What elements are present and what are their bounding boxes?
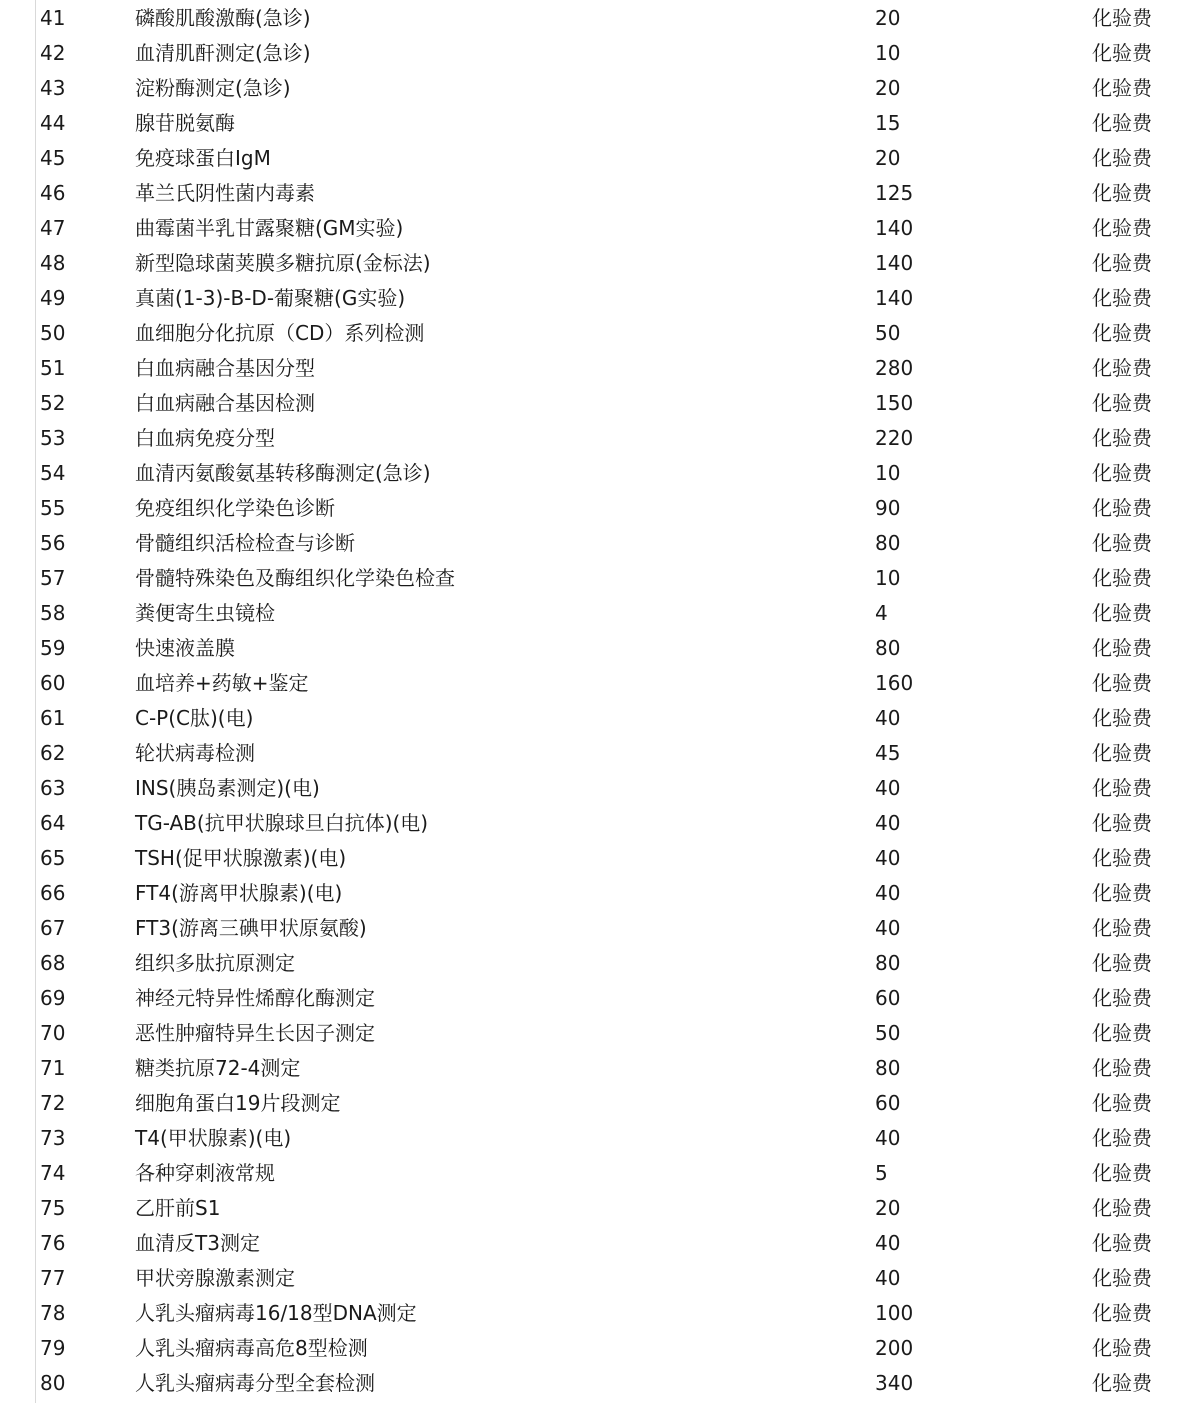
item-price: 40 — [875, 706, 901, 730]
item-category: 化验费 — [1092, 426, 1152, 450]
item-category: 化验费 — [1092, 636, 1152, 660]
item-name: 细胞角蛋白19片段测定 — [135, 1091, 341, 1115]
item-name: T4(甲状腺素)(电) — [135, 1126, 292, 1150]
item-category: 化验费 — [1092, 1231, 1152, 1255]
item-name: FT3(游离三碘甲状原氨酸) — [135, 916, 367, 940]
row-number: 79 — [40, 1336, 66, 1360]
item-price: 80 — [875, 636, 901, 660]
item-name: 人乳头瘤病毒分型全套检测 — [135, 1371, 375, 1395]
item-price: 40 — [875, 776, 901, 800]
row-number: 41 — [40, 6, 66, 30]
item-category: 化验费 — [1092, 216, 1152, 240]
table-row — [0, 1120, 1202, 1155]
table-row — [0, 910, 1202, 945]
item-price: 10 — [875, 41, 901, 65]
row-number: 64 — [40, 811, 66, 835]
item-category: 化验费 — [1092, 321, 1152, 345]
table-row — [0, 980, 1202, 1015]
item-name: 曲霉菌半乳甘露聚糖(GM实验) — [135, 216, 404, 240]
table-row — [0, 770, 1202, 805]
item-name: 淀粉酶测定(急诊) — [135, 76, 291, 100]
row-number: 46 — [40, 181, 66, 205]
item-name: 粪便寄生虫镜检 — [135, 601, 275, 625]
table-row — [0, 210, 1202, 245]
row-number: 77 — [40, 1266, 66, 1290]
table-row — [0, 280, 1202, 315]
row-number: 47 — [40, 216, 66, 240]
row-number: 53 — [40, 426, 66, 450]
item-price: 4 — [875, 601, 888, 625]
item-name: 组织多肽抗原测定 — [135, 951, 295, 975]
item-name: TG-AB(抗甲状腺球旦白抗体)(电) — [135, 811, 429, 835]
item-name: 糖类抗原72-4测定 — [135, 1056, 301, 1080]
table-row — [0, 385, 1202, 420]
row-number: 75 — [40, 1196, 66, 1220]
row-number: 42 — [40, 41, 66, 65]
item-price: 150 — [875, 391, 914, 415]
table-row — [0, 525, 1202, 560]
item-name: 腺苷脱氨酶 — [135, 111, 235, 135]
item-category: 化验费 — [1092, 286, 1152, 310]
item-name: 白血病融合基因检测 — [135, 391, 315, 415]
item-name: 人乳头瘤病毒16/18型DNA测定 — [135, 1301, 417, 1325]
table-row — [0, 1225, 1202, 1260]
item-name: 快速液盖膜 — [135, 636, 235, 660]
row-number: 74 — [40, 1161, 66, 1185]
table-row — [0, 490, 1202, 525]
item-name: 血清丙氨酸氨基转移酶测定(急诊) — [135, 461, 431, 485]
item-price: 280 — [875, 356, 914, 380]
item-category: 化验费 — [1092, 1161, 1152, 1185]
table-row — [0, 945, 1202, 980]
item-price: 50 — [875, 1021, 901, 1045]
table-row — [0, 350, 1202, 385]
item-category: 化验费 — [1092, 1336, 1152, 1360]
item-category: 化验费 — [1092, 531, 1152, 555]
table-row — [0, 245, 1202, 280]
item-price: 80 — [875, 1056, 901, 1080]
item-name: 轮状病毒检测 — [135, 741, 255, 765]
item-price: 100 — [875, 1301, 914, 1325]
item-price: 40 — [875, 1126, 901, 1150]
row-number: 62 — [40, 741, 66, 765]
row-number: 65 — [40, 846, 66, 870]
table-row — [0, 630, 1202, 665]
item-price: 80 — [875, 531, 901, 555]
table-row — [0, 35, 1202, 70]
item-name: 革兰氏阴性菌内毒素 — [135, 181, 315, 205]
row-number: 48 — [40, 251, 66, 275]
item-category: 化验费 — [1092, 391, 1152, 415]
item-category: 化验费 — [1092, 111, 1152, 135]
item-category: 化验费 — [1092, 76, 1152, 100]
row-number: 67 — [40, 916, 66, 940]
row-number: 52 — [40, 391, 66, 415]
item-price: 10 — [875, 461, 901, 485]
item-name: 神经元特异性烯醇化酶测定 — [135, 986, 375, 1010]
item-price: 125 — [875, 181, 914, 205]
item-name: TSH(促甲状腺激素)(电) — [135, 846, 347, 870]
item-name: FT4(游离甲状腺素)(电) — [135, 881, 343, 905]
item-price: 340 — [875, 1371, 914, 1395]
row-number: 59 — [40, 636, 66, 660]
table-row — [0, 1330, 1202, 1365]
row-number: 76 — [40, 1231, 66, 1255]
item-price: 40 — [875, 916, 901, 940]
row-number: 49 — [40, 286, 66, 310]
item-price: 15 — [875, 111, 901, 135]
item-category: 化验费 — [1092, 601, 1152, 625]
item-name: 血细胞分化抗原（CD）系列检测 — [135, 321, 425, 345]
row-number: 58 — [40, 601, 66, 625]
item-category: 化验费 — [1092, 846, 1152, 870]
row-number: 56 — [40, 531, 66, 555]
item-price: 20 — [875, 6, 901, 30]
table-row — [0, 735, 1202, 770]
table-row — [0, 175, 1202, 210]
item-name: 血清肌酐测定(急诊) — [135, 41, 311, 65]
item-price: 140 — [875, 251, 914, 275]
table-row — [0, 1190, 1202, 1225]
item-price: 140 — [875, 216, 914, 240]
item-price: 60 — [875, 1091, 901, 1115]
item-name: 新型隐球菌荚膜多糖抗原(金标法) — [135, 251, 431, 275]
item-name: 骨髓特殊染色及酶组织化学染色检查 — [135, 566, 455, 590]
item-category: 化验费 — [1092, 1091, 1152, 1115]
table-row — [0, 840, 1202, 875]
table-row — [0, 595, 1202, 630]
item-name: 真菌(1-3)-B-D-葡聚糖(G实验) — [135, 286, 406, 310]
row-number: 66 — [40, 881, 66, 905]
item-category: 化验费 — [1092, 566, 1152, 590]
item-name: 骨髓组织活检检查与诊断 — [135, 531, 355, 555]
item-category: 化验费 — [1092, 146, 1152, 170]
item-price: 20 — [875, 76, 901, 100]
item-category: 化验费 — [1092, 41, 1152, 65]
item-name: 白血病免疫分型 — [135, 426, 275, 450]
item-price: 60 — [875, 986, 901, 1010]
item-category: 化验费 — [1092, 986, 1152, 1010]
item-category: 化验费 — [1092, 1056, 1152, 1080]
item-price: 160 — [875, 671, 914, 695]
item-price: 200 — [875, 1336, 914, 1360]
item-category: 化验费 — [1092, 1021, 1152, 1045]
item-price: 90 — [875, 496, 901, 520]
item-price: 140 — [875, 286, 914, 310]
row-number: 55 — [40, 496, 66, 520]
item-price: 40 — [875, 1231, 901, 1255]
table-row — [0, 665, 1202, 700]
row-number: 45 — [40, 146, 66, 170]
item-category: 化验费 — [1092, 251, 1152, 275]
item-name: 血培养+药敏+鉴定 — [135, 671, 309, 695]
item-name: 白血病融合基因分型 — [135, 356, 315, 380]
row-number: 70 — [40, 1021, 66, 1045]
item-price: 40 — [875, 881, 901, 905]
table-row — [0, 1085, 1202, 1120]
item-name: 各种穿刺液常规 — [135, 1161, 275, 1185]
row-number: 43 — [40, 76, 66, 100]
item-price: 10 — [875, 566, 901, 590]
item-price: 5 — [875, 1161, 888, 1185]
table-row — [0, 140, 1202, 175]
item-price: 40 — [875, 846, 901, 870]
row-number: 50 — [40, 321, 66, 345]
item-category: 化验费 — [1092, 916, 1152, 940]
item-category: 化验费 — [1092, 1371, 1152, 1395]
item-price: 40 — [875, 811, 901, 835]
table-row — [0, 420, 1202, 455]
item-category: 化验费 — [1092, 1126, 1152, 1150]
item-price: 20 — [875, 1196, 901, 1220]
table-row — [0, 1155, 1202, 1190]
item-category: 化验费 — [1092, 741, 1152, 765]
table-row — [0, 875, 1202, 910]
row-number: 68 — [40, 951, 66, 975]
item-name: 免疫球蛋白IgM — [135, 146, 271, 170]
item-price: 220 — [875, 426, 914, 450]
item-name: C-P(C肽)(电) — [135, 706, 254, 730]
table-row — [0, 560, 1202, 595]
row-number: 54 — [40, 461, 66, 485]
table-row — [0, 1295, 1202, 1330]
table-row — [0, 1050, 1202, 1085]
item-category: 化验费 — [1092, 181, 1152, 205]
item-category: 化验费 — [1092, 1196, 1152, 1220]
table-row — [0, 1260, 1202, 1295]
row-number: 78 — [40, 1301, 66, 1325]
item-category: 化验费 — [1092, 706, 1152, 730]
item-price: 40 — [875, 1266, 901, 1290]
item-price: 20 — [875, 146, 901, 170]
table-row — [0, 70, 1202, 105]
item-price: 50 — [875, 321, 901, 345]
row-number: 71 — [40, 1056, 66, 1080]
item-category: 化验费 — [1092, 951, 1152, 975]
row-number: 80 — [40, 1371, 66, 1395]
table-row — [0, 805, 1202, 840]
row-number: 63 — [40, 776, 66, 800]
item-category: 化验费 — [1092, 496, 1152, 520]
item-name: 免疫组织化学染色诊断 — [135, 496, 335, 520]
item-category: 化验费 — [1092, 1301, 1152, 1325]
row-number: 51 — [40, 356, 66, 380]
table-row — [0, 1365, 1202, 1400]
row-number: 57 — [40, 566, 66, 590]
row-number: 69 — [40, 986, 66, 1010]
item-name: 甲状旁腺激素测定 — [135, 1266, 295, 1290]
item-name: 血清反T3测定 — [135, 1231, 260, 1255]
table-row — [0, 315, 1202, 350]
table-row — [0, 0, 1202, 35]
item-category: 化验费 — [1092, 881, 1152, 905]
table-row — [0, 700, 1202, 735]
item-category: 化验费 — [1092, 671, 1152, 695]
row-number: 72 — [40, 1091, 66, 1115]
item-name: 乙肝前S1 — [135, 1196, 221, 1220]
row-number: 73 — [40, 1126, 66, 1150]
item-category: 化验费 — [1092, 356, 1152, 380]
table-row — [0, 105, 1202, 140]
item-price: 45 — [875, 741, 901, 765]
row-number: 60 — [40, 671, 66, 695]
row-number: 44 — [40, 111, 66, 135]
item-price: 80 — [875, 951, 901, 975]
item-name: 人乳头瘤病毒高危8型检测 — [135, 1336, 368, 1360]
item-category: 化验费 — [1092, 461, 1152, 485]
item-category: 化验费 — [1092, 776, 1152, 800]
item-name: INS(胰岛素测定)(电) — [135, 776, 320, 800]
item-category: 化验费 — [1092, 1266, 1152, 1290]
table-row — [0, 1015, 1202, 1050]
item-name: 磷酸肌酸激酶(急诊) — [135, 6, 311, 30]
table-row — [0, 455, 1202, 490]
row-number: 61 — [40, 706, 66, 730]
item-name: 恶性肿瘤特异生长因子测定 — [135, 1021, 375, 1045]
item-category: 化验费 — [1092, 811, 1152, 835]
item-category: 化验费 — [1092, 6, 1152, 30]
